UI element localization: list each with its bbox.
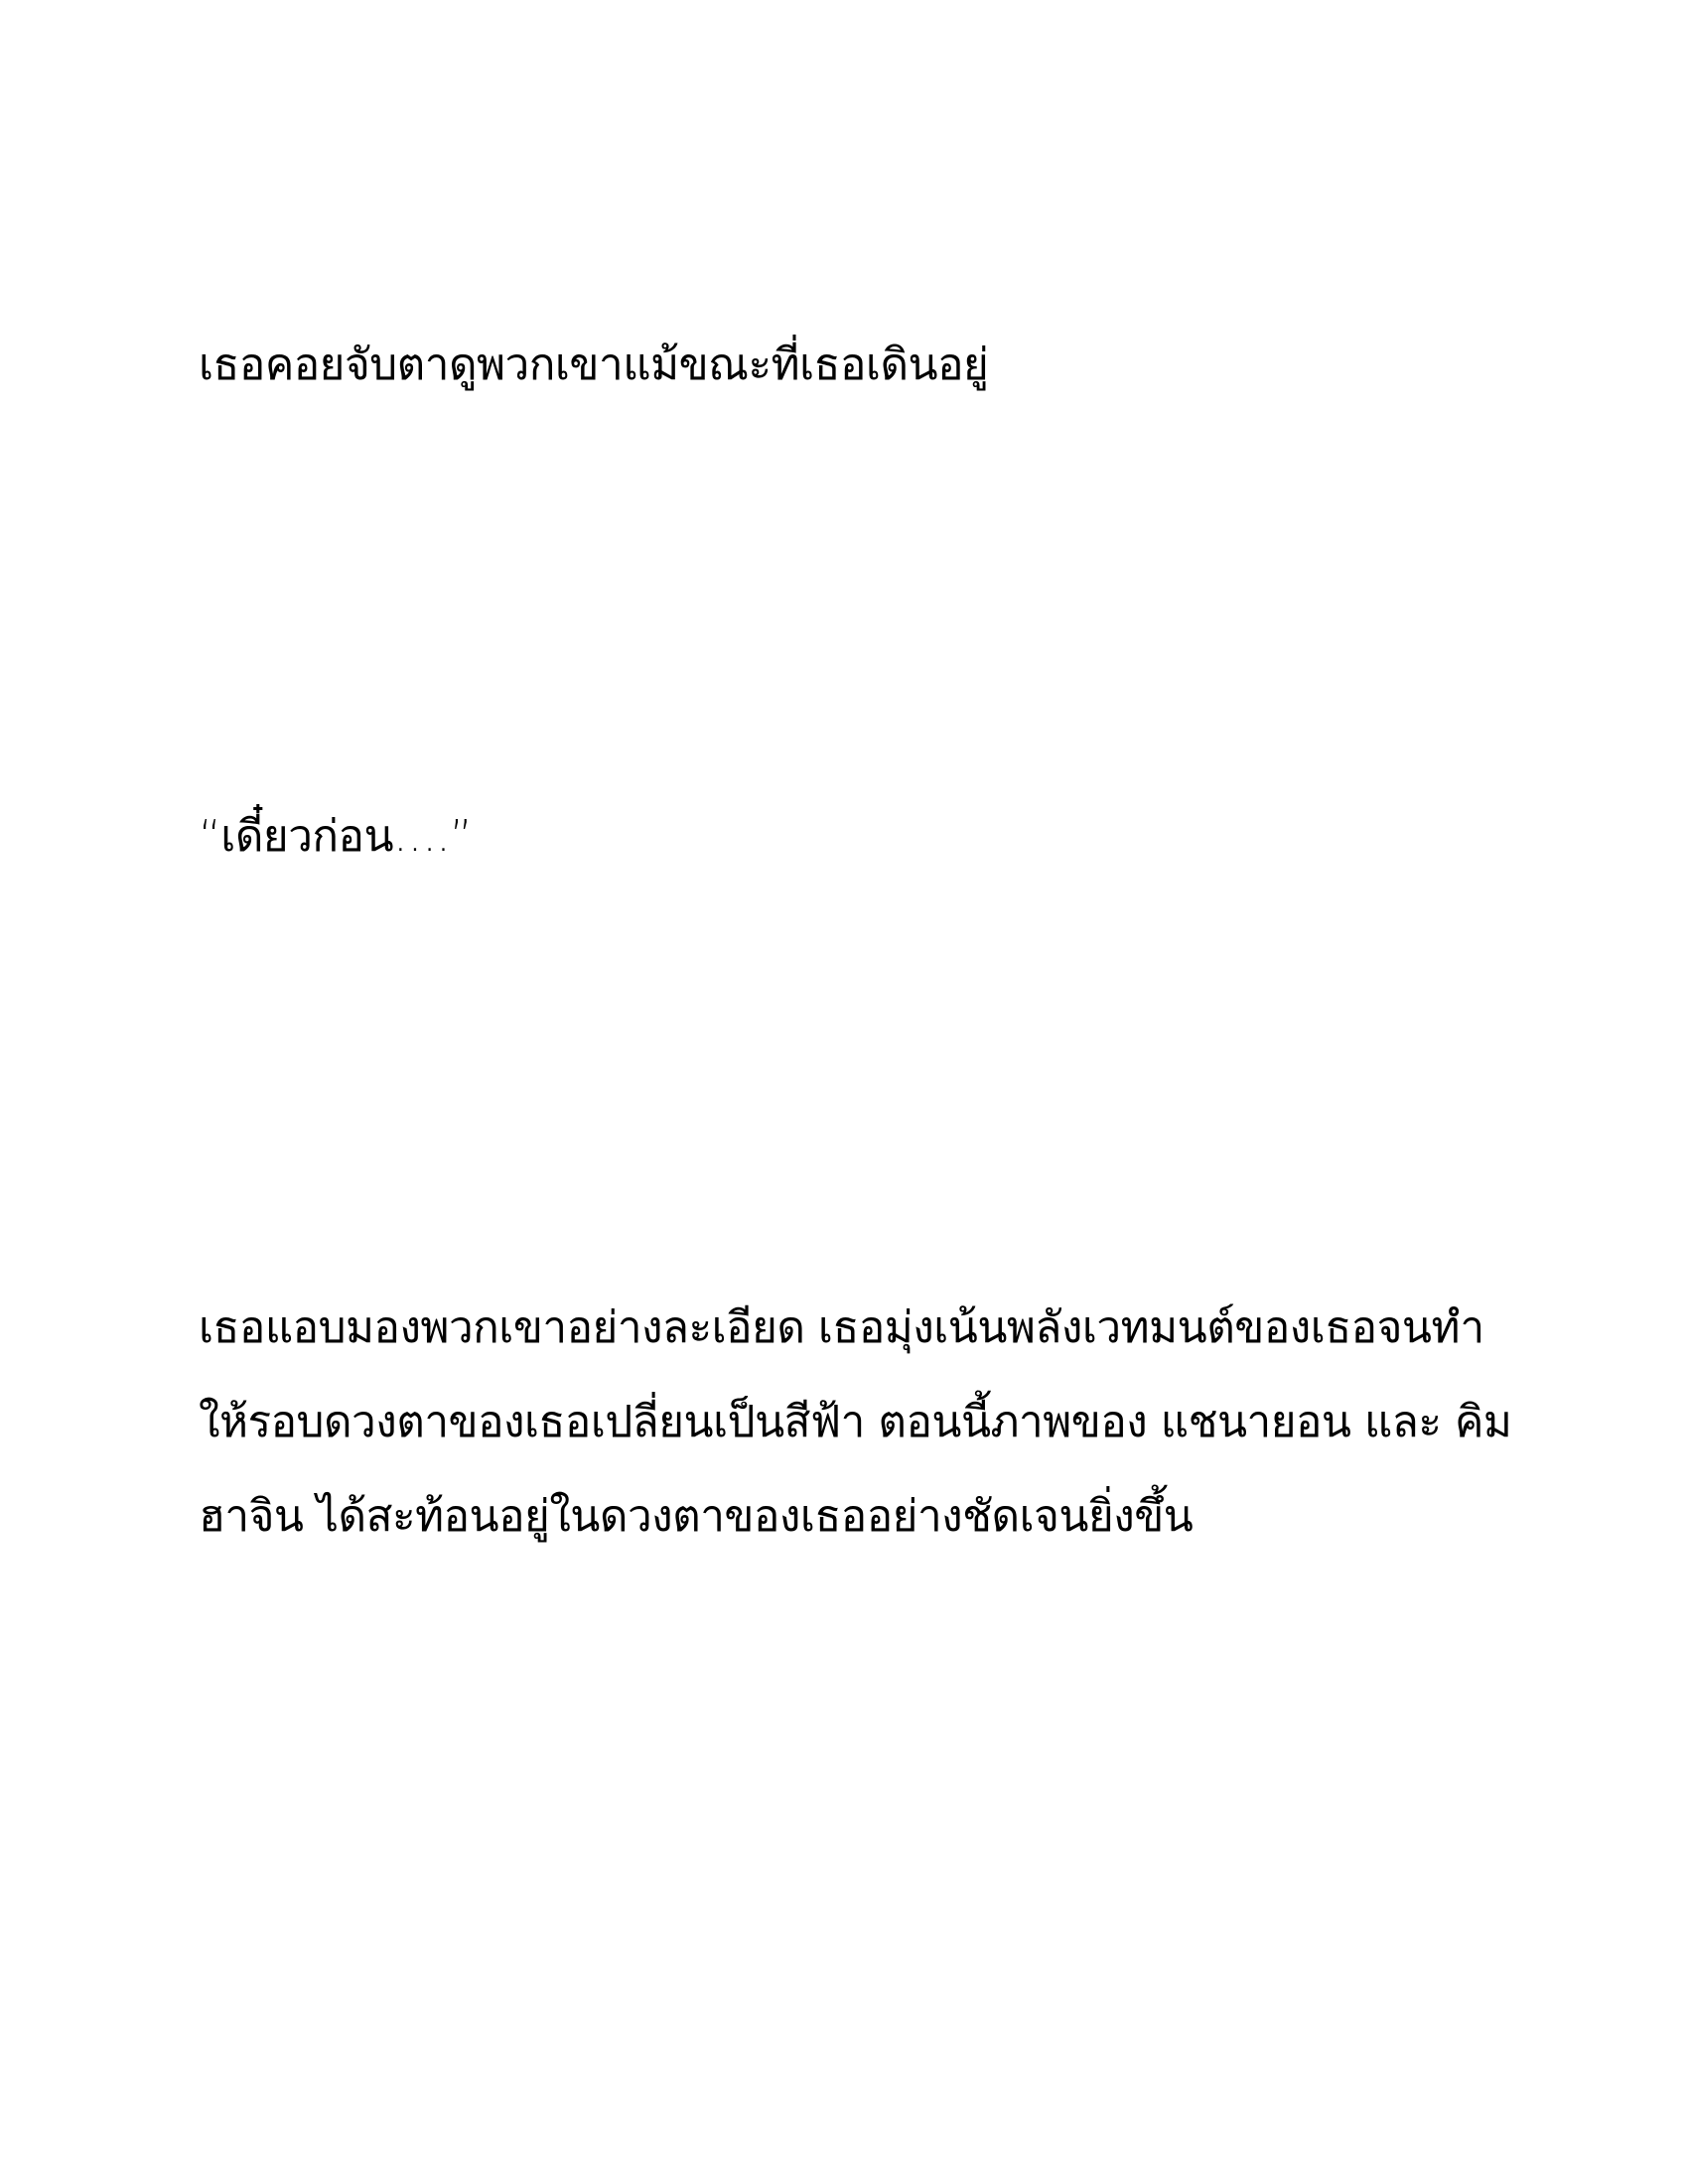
- paragraph-line: ให้รอบดวงตาของเธอเปลี่ยนเป็นสีฟ้า ตอนนี้ภาพของ แชนายอน และ คิม: [199, 1397, 1512, 1447]
- paragraph-line: ฮาจิน ได้สะท้อนอยู่ในดวงตาของเธออย่างชัดเจนยิ่งขึ้น: [199, 1491, 1194, 1542]
- paragraph-line: “เดี๋ยวก่อน….”: [199, 811, 473, 862]
- paragraph-line: เธอคอยจับตาดูพวกเขาแม้ขณะที่เธอเดินอยู่: [199, 340, 989, 390]
- paragraph-line: เธอแอบมองพวกเขาอย่างละเอียด เธอมุ่งเน้นพลังเวทมนต์ของเธอจนทำ: [199, 1302, 1484, 1353]
- paragraph-2-dialogue: [199, 789, 1489, 884]
- paragraph-1: [199, 318, 1489, 412]
- paragraph-3: [199, 1281, 1512, 1564]
